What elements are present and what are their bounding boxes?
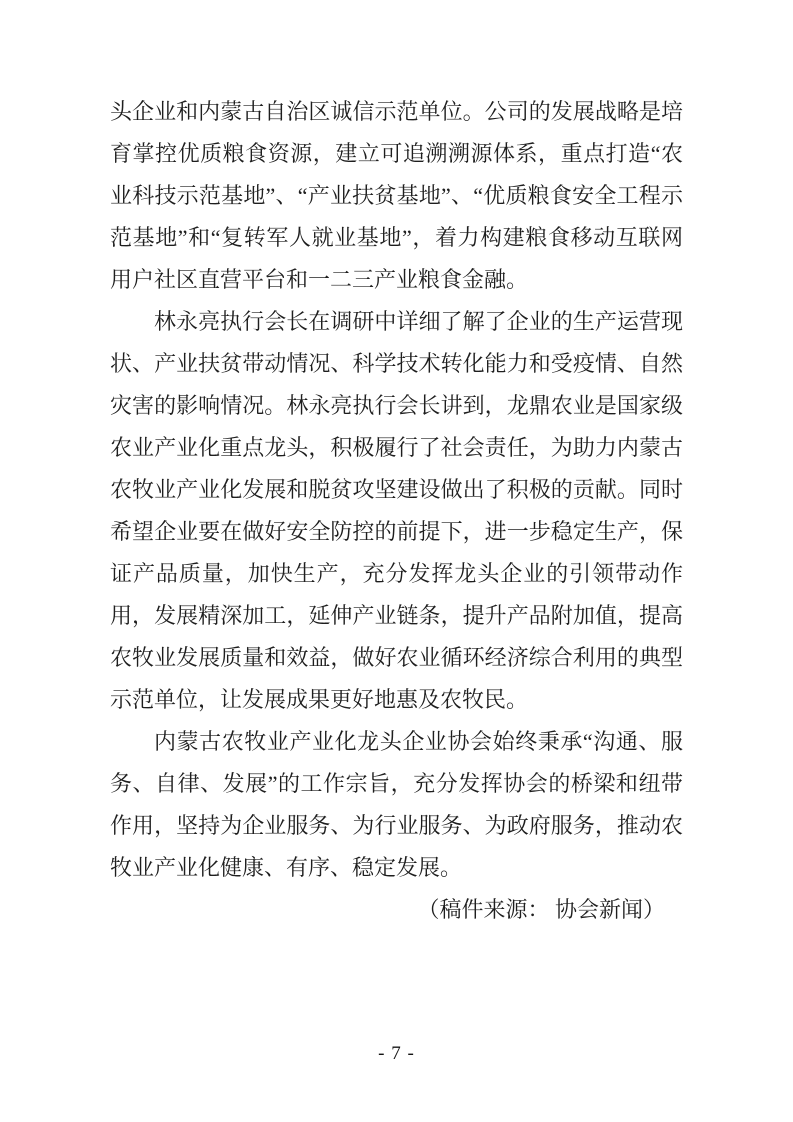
paragraph-continuation: 头企业和内蒙古自治区诚信示范单位。公司的发展战略是培育掌控优质粮食资源，建立可追溯溯源体系，重点打造“农业科技示范基地”、“产业扶贫基地”、“优质粮食安全工程示范基地”和“复转军人就业基地”，着力构建粮食移动互联网用户社区直营平台和一二三产业粮食金融。	[110, 99, 683, 292]
paragraph: 内蒙古农牧业产业化龙头企业协会始终秉承“沟通、服务、自律、发展”的工作宗旨，充分发挥协会的桥梁和纽带作用，坚持为企业服务、为行业服务、为政府服务，推动农牧业产业化健康、有序、稳定发展。	[110, 729, 683, 880]
body-text	[110, 91, 683, 931]
page-number: - 7 -	[378, 1043, 415, 1064]
paragraph: 林永亮执行会长在调研中详细了解了企业的生产运营现状、产业扶贫带动情况、科学技术转化能力和受疫情、自然灾害的影响情况。林永亮执行会长讲到，龙鼎农业是国家级农业产业化重点龙头，积极履行了社会责任，为助力内蒙古农牧业产业化发展和脱贫攻坚建设做出了积极的贡献。同时希望企业要在做好安全防控的前提下，进一步稳定生产，保证产品质量，加快生产，充分发挥龙头企业的引领带动作用，发展精深加工，延伸产业链条，提升产品附加值，提高农牧业发展质量和效益，做好农业循环经济综合利用的典型示范单位，让发展成果更好地惠及农牧民。	[110, 309, 683, 712]
source-attribution: （稿件来源： 协会新闻）	[417, 897, 665, 922]
